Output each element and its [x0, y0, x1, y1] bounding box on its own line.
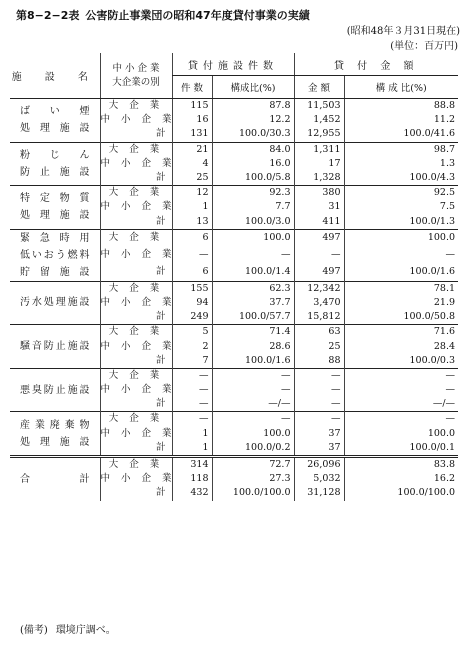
header-size-line1: 中 小 企 業 [112, 62, 160, 74]
subtotal-label: 計 [100, 171, 172, 186]
cell-amount: — [294, 383, 344, 397]
table-row [10, 325, 458, 340]
cell-amount-ratio: 7.5 [344, 200, 458, 214]
subtotal-label: 計 [100, 264, 172, 282]
subtotal-label: 計 [100, 441, 172, 457]
table-body [10, 99, 458, 501]
cell-amount-ratio: 78.1 [344, 281, 458, 296]
cell-count-ratio: 100.0/100.0 [212, 486, 294, 500]
subtotal-label: 計 [100, 127, 172, 142]
cell-count-ratio: 92.3 [212, 186, 294, 201]
header-size-line2: 大企業の別 [112, 76, 160, 88]
facility-name [10, 412, 100, 457]
cell-count-ratio: 71.4 [212, 325, 294, 340]
cell-amount: 3,470 [294, 296, 344, 310]
cell-amount: — [294, 247, 344, 264]
cell-count: — [172, 247, 212, 264]
cell-amount: 1,452 [294, 113, 344, 127]
unit-note: (単位：百万円) [390, 41, 458, 52]
cell-amount-ratio: 100.0/41.6 [344, 127, 458, 142]
facility-name [10, 456, 100, 500]
company-size: 大 企 業 [100, 186, 172, 201]
cell-amount: — [294, 397, 344, 412]
source-note [20, 621, 116, 636]
header-amount-ratio: 構 成 比(%) [344, 76, 458, 99]
table-row [10, 368, 458, 383]
cell-count: — [172, 368, 212, 383]
cell-amount: 17 [294, 157, 344, 171]
cell-count-ratio: 100.0 [212, 427, 294, 441]
subtotal-label: 計 [100, 486, 172, 500]
cell-count-ratio: — [212, 383, 294, 397]
cell-count-ratio: 28.6 [212, 339, 294, 353]
cell-count-ratio: — [212, 412, 294, 427]
cell-count: 1 [172, 200, 212, 214]
cell-count: — [172, 397, 212, 412]
cell-amount-ratio: 100.0/4.3 [344, 171, 458, 186]
facility-name [10, 186, 100, 230]
cell-amount: 380 [294, 186, 344, 201]
company-size: 大 企 業 [100, 99, 172, 114]
company-size: 中 小 企 業 [100, 383, 172, 397]
facility-name-line: 汚水処理施設 [20, 297, 90, 309]
facility-name-line: 粉じん [20, 149, 90, 161]
cell-count-ratio: 100.0/30.3 [212, 127, 294, 142]
company-size: 大 企 業 [100, 142, 172, 157]
facility-name [10, 229, 100, 281]
cell-amount: 31,128 [294, 486, 344, 500]
table-row [10, 99, 458, 114]
facility-name [10, 99, 100, 143]
cell-count: 4 [172, 157, 212, 171]
cell-amount-ratio: 92.5 [344, 186, 458, 201]
cell-count: 249 [172, 310, 212, 325]
cell-count: 7 [172, 354, 212, 369]
cell-amount-ratio: 100.0 [344, 427, 458, 441]
cell-count-ratio: — [212, 247, 294, 264]
facility-name-line: 緊急時用 [20, 232, 90, 244]
cell-count: 1 [172, 441, 212, 457]
header-count: 件 数 [172, 76, 212, 99]
company-size: 中 小 企 業 [100, 200, 172, 214]
cell-count: 131 [172, 127, 212, 142]
header-count-group: 貸付施設件数 [172, 53, 294, 76]
table-row [10, 281, 458, 296]
cell-count: 432 [172, 486, 212, 500]
facility-name-line: 特定物質 [20, 193, 90, 205]
cell-amount: 15,812 [294, 310, 344, 325]
subtotal-label: 計 [100, 215, 172, 230]
table-title [16, 7, 310, 23]
facility-name [10, 368, 100, 412]
company-size: 中 小 企 業 [100, 427, 172, 441]
cell-amount: 25 [294, 339, 344, 353]
facility-name-line: 処理施設 [20, 436, 90, 448]
cell-amount-ratio: — [344, 247, 458, 264]
cell-count: 5 [172, 325, 212, 340]
cell-count: — [172, 383, 212, 397]
cell-count: 94 [172, 296, 212, 310]
cell-amount-ratio: 98.7 [344, 142, 458, 157]
as-of-date: (昭和48年３月31日現在) [346, 26, 460, 37]
cell-amount-ratio: 100.0/1.3 [344, 215, 458, 230]
cell-count: 6 [172, 264, 212, 282]
table-row [10, 412, 458, 427]
facility-name-line: 騒音防止施設 [20, 341, 90, 353]
cell-count-ratio: 100.0/3.0 [212, 215, 294, 230]
cell-amount-ratio: 100.0/100.0 [344, 486, 458, 500]
header-size [100, 53, 172, 99]
cell-count: 2 [172, 339, 212, 353]
company-size: 中 小 企 業 [100, 472, 172, 486]
table-row [10, 186, 458, 201]
cell-amount: — [294, 368, 344, 383]
cell-amount: 12,342 [294, 281, 344, 296]
facility-name-line: 貯留施設 [20, 266, 90, 278]
cell-amount-ratio: 100.0/0.3 [344, 354, 458, 369]
table-header [10, 53, 458, 99]
cell-amount: 88 [294, 354, 344, 369]
facility-name [10, 325, 100, 369]
cell-count-ratio: 100.0 [212, 229, 294, 247]
table-row [10, 229, 458, 247]
cell-count-ratio: 7.7 [212, 200, 294, 214]
cell-amount: 31 [294, 200, 344, 214]
cell-count-ratio: 16.0 [212, 157, 294, 171]
company-size: 大 企 業 [100, 281, 172, 296]
company-size: 大 企 業 [100, 412, 172, 427]
cell-amount: 497 [294, 229, 344, 247]
cell-count-ratio: 72.7 [212, 456, 294, 472]
cell-amount: — [294, 412, 344, 427]
facility-name-line: ばい煙 [20, 106, 90, 118]
cell-amount-ratio: —/— [344, 397, 458, 412]
cell-count-ratio: 100.0/5.8 [212, 171, 294, 186]
cell-count: 314 [172, 456, 212, 472]
subtotal-label: 計 [100, 354, 172, 369]
cell-amount: 37 [294, 427, 344, 441]
header-count-ratio: 構成比(%) [212, 76, 294, 99]
subtotal-label: 計 [100, 310, 172, 325]
company-size: 中 小 企 業 [100, 296, 172, 310]
subtotal-label: 計 [100, 397, 172, 412]
table-title-text: 公害防止事業団の昭和47年度貸付事業の実績 [85, 9, 310, 22]
facility-name-line: 産業廃棄物 [20, 419, 90, 431]
cell-amount-ratio: — [344, 383, 458, 397]
facility-name-line: 低いおう燃料 [20, 249, 90, 261]
cell-count-ratio: 62.3 [212, 281, 294, 296]
cell-amount-ratio: 100.0 [344, 229, 458, 247]
note-label: (備考) [20, 625, 48, 636]
cell-amount: 1,328 [294, 171, 344, 186]
header-facility: 施 設 名 [10, 53, 100, 99]
cell-count: 21 [172, 142, 212, 157]
cell-count-ratio: 37.7 [212, 296, 294, 310]
cell-amount: 12,955 [294, 127, 344, 142]
facility-name [10, 281, 100, 325]
cell-amount-ratio: 100.0/0.1 [344, 441, 458, 457]
cell-count-ratio: 87.8 [212, 99, 294, 114]
cell-count: 115 [172, 99, 212, 114]
note-text: 環境庁調べ。 [55, 625, 116, 636]
cell-amount: 5,032 [294, 472, 344, 486]
cell-count-ratio: 100.0/0.2 [212, 441, 294, 457]
facility-name-line: 防止施設 [20, 166, 90, 178]
cell-amount: 497 [294, 264, 344, 282]
cell-amount-ratio: 21.9 [344, 296, 458, 310]
cell-count: — [172, 412, 212, 427]
company-size: 中 小 企 業 [100, 339, 172, 353]
cell-count: 1 [172, 427, 212, 441]
cell-count: 13 [172, 215, 212, 230]
company-size: 大 企 業 [100, 456, 172, 472]
cell-amount-ratio: 11.2 [344, 113, 458, 127]
cell-count-ratio: —/— [212, 397, 294, 412]
cell-amount-ratio: 16.2 [344, 472, 458, 486]
cell-amount: 26,096 [294, 456, 344, 472]
cell-amount: 37 [294, 441, 344, 457]
cell-amount-ratio: 83.8 [344, 456, 458, 472]
cell-amount-ratio: 1.3 [344, 157, 458, 171]
cell-count-ratio: 100.0/1.6 [212, 354, 294, 369]
company-size: 中 小 企 業 [100, 113, 172, 127]
cell-count: 25 [172, 171, 212, 186]
cell-amount: 11,503 [294, 99, 344, 114]
cell-amount: 63 [294, 325, 344, 340]
cell-count-ratio: 27.3 [212, 472, 294, 486]
cell-amount-ratio: — [344, 412, 458, 427]
cell-amount-ratio: 100.0/50.8 [344, 310, 458, 325]
facility-name-line: 処理施設 [20, 123, 90, 135]
cell-amount: 411 [294, 215, 344, 230]
cell-count-ratio: 84.0 [212, 142, 294, 157]
table-row [10, 142, 458, 157]
facility-name [10, 142, 100, 186]
company-size: 大 企 業 [100, 325, 172, 340]
facility-name-line: 悪臭防止施設 [20, 384, 90, 396]
company-size: 大 企 業 [100, 368, 172, 383]
cell-count: 155 [172, 281, 212, 296]
cell-amount-ratio: 28.4 [344, 339, 458, 353]
facility-name-line: 処理施設 [20, 210, 90, 222]
cell-amount-ratio: 100.0/1.6 [344, 264, 458, 282]
cell-count: 16 [172, 113, 212, 127]
cell-count-ratio: 12.2 [212, 113, 294, 127]
cell-amount-ratio: 88.8 [344, 99, 458, 114]
loan-results-table [10, 53, 458, 501]
header-amount-group: 貸 付 金 額 [294, 53, 458, 76]
cell-amount-ratio: 71.6 [344, 325, 458, 340]
company-size: 中 小 企 業 [100, 247, 172, 264]
cell-count: 6 [172, 229, 212, 247]
cell-count-ratio: — [212, 368, 294, 383]
facility-name-line: 合 計 [20, 473, 90, 485]
cell-count: 118 [172, 472, 212, 486]
cell-amount-ratio: — [344, 368, 458, 383]
table-number: 第8−2−2表 [16, 9, 80, 22]
cell-count-ratio: 100.0/1.4 [212, 264, 294, 282]
company-size: 中 小 企 業 [100, 157, 172, 171]
header-amount: 金 額 [294, 76, 344, 99]
cell-amount: 1,311 [294, 142, 344, 157]
table-row [10, 456, 458, 472]
cell-count: 12 [172, 186, 212, 201]
company-size: 大 企 業 [100, 229, 172, 247]
cell-count-ratio: 100.0/57.7 [212, 310, 294, 325]
